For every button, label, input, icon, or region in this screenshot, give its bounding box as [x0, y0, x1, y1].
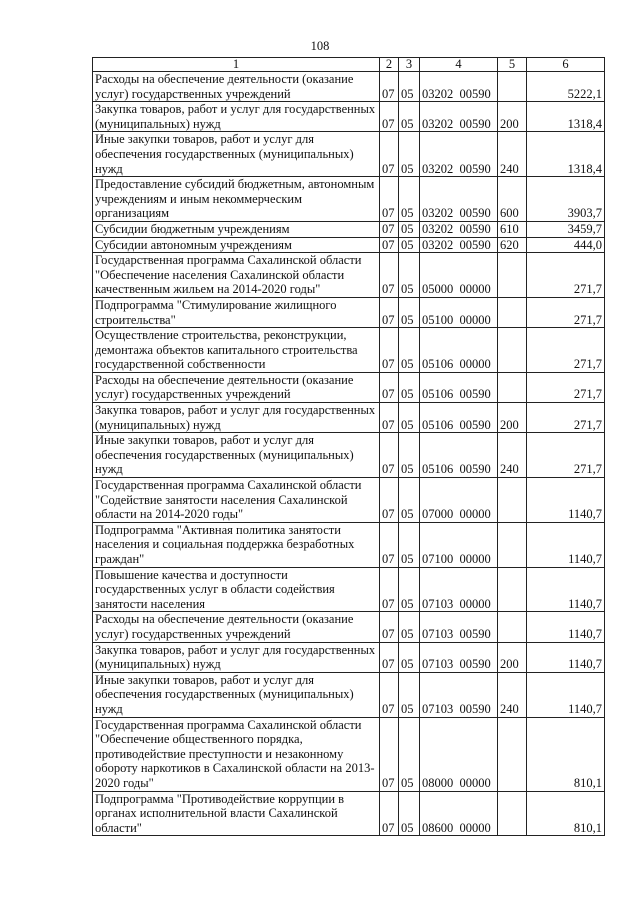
row-amount: 1140,7 [527, 522, 605, 567]
row-subsection: 05 [399, 132, 420, 177]
row-amount: 810,1 [527, 717, 605, 791]
table-row [93, 372, 605, 402]
row-section: 07 [380, 72, 399, 102]
header-col-6: 6 [527, 58, 605, 72]
table-row [93, 132, 605, 177]
row-expense-type [498, 297, 527, 327]
row-amount: 271,7 [527, 372, 605, 402]
row-section: 07 [380, 132, 399, 177]
row-expense-type: 240 [498, 433, 527, 478]
row-name: Подпрограмма "Противодействие коррупции в органах исполнительной власти Сахалинской области" [93, 791, 380, 836]
table-row [93, 717, 605, 791]
row-expense-type: 620 [498, 237, 527, 253]
row-subsection: 05 [399, 567, 420, 612]
row-section: 07 [380, 672, 399, 717]
table-row [93, 297, 605, 327]
row-amount: 271,7 [527, 253, 605, 298]
row-name: Иные закупки товаров, работ и услуг для обеспечения государственных (муниципальных) нужд [93, 433, 380, 478]
row-subsection: 05 [399, 253, 420, 298]
row-name: Государственная программа Сахалинской области "Содействие занятости населения Сахалинской области на 2014-2020 годы" [93, 478, 380, 523]
row-target-article: 05106 00000 [420, 328, 498, 373]
row-target-article: 08000 00000 [420, 717, 498, 791]
row-target-article: 03202 00590 [420, 102, 498, 132]
row-expense-type [498, 522, 527, 567]
row-expense-type: 240 [498, 672, 527, 717]
row-target-article: 03202 00590 [420, 237, 498, 253]
row-target-article: 07103 00590 [420, 672, 498, 717]
row-subsection: 05 [399, 717, 420, 791]
row-amount: 810,1 [527, 791, 605, 836]
row-target-article: 07000 00000 [420, 478, 498, 523]
table-row [93, 567, 605, 612]
row-name: Иные закупки товаров, работ и услуг для обеспечения государственных (муниципальных) нужд [93, 132, 380, 177]
table-header-row [93, 58, 605, 72]
table-row [93, 522, 605, 567]
row-subsection: 05 [399, 612, 420, 642]
row-amount: 1140,7 [527, 642, 605, 672]
row-section: 07 [380, 717, 399, 791]
row-section: 07 [380, 253, 399, 298]
row-name: Субсидии автономным учреждениям [93, 237, 380, 253]
row-name: Субсидии бюджетным учреждениям [93, 221, 380, 237]
row-section: 07 [380, 102, 399, 132]
table-row [93, 642, 605, 672]
row-name: Предоставление субсидий бюджетным, автономным учреждениям и иным некоммерческим организациям [93, 177, 380, 222]
row-amount: 1318,4 [527, 102, 605, 132]
row-expense-type: 200 [498, 403, 527, 433]
row-target-article: 03202 00590 [420, 177, 498, 222]
row-target-article: 05106 00590 [420, 433, 498, 478]
row-target-article: 07100 00000 [420, 522, 498, 567]
row-subsection: 05 [399, 642, 420, 672]
row-subsection: 05 [399, 433, 420, 478]
row-target-article: 05106 00590 [420, 372, 498, 402]
row-name: Закупка товаров, работ и услуг для государственных (муниципальных) нужд [93, 642, 380, 672]
row-subsection: 05 [399, 791, 420, 836]
row-subsection: 05 [399, 221, 420, 237]
row-name: Государственная программа Сахалинской области "Обеспечение общественного порядка, противодействие преступности и незаконному обороту наркотиков в Сахалинской области на 2013-2020 годы" [93, 717, 380, 791]
row-section: 07 [380, 237, 399, 253]
row-target-article: 05000 00000 [420, 253, 498, 298]
row-target-article: 03202 00590 [420, 221, 498, 237]
row-target-article: 03202 00590 [420, 132, 498, 177]
row-amount: 1140,7 [527, 478, 605, 523]
table-row [93, 791, 605, 836]
row-amount: 3903,7 [527, 177, 605, 222]
table-row [93, 328, 605, 373]
header-col-2: 2 [380, 58, 399, 72]
row-amount: 271,7 [527, 328, 605, 373]
row-expense-type [498, 478, 527, 523]
table-row [93, 177, 605, 222]
row-section: 07 [380, 642, 399, 672]
row-amount: 5222,1 [527, 72, 605, 102]
table-row [93, 403, 605, 433]
row-expense-type [498, 717, 527, 791]
row-section: 07 [380, 221, 399, 237]
row-name: Государственная программа Сахалинской области "Обеспечение населения Сахалинской области качественным жильем на 2014-2020 годы" [93, 253, 380, 298]
table-row [93, 478, 605, 523]
row-expense-type: 200 [498, 102, 527, 132]
row-name: Закупка товаров, работ и услуг для государственных (муниципальных) нужд [93, 102, 380, 132]
row-section: 07 [380, 403, 399, 433]
row-amount: 1318,4 [527, 132, 605, 177]
row-amount: 271,7 [527, 297, 605, 327]
row-expense-type: 240 [498, 132, 527, 177]
table-row [93, 72, 605, 102]
table-row [93, 433, 605, 478]
row-name: Повышение качества и доступности государственных услуг в области содействия занятости населения [93, 567, 380, 612]
row-target-article: 08600 00000 [420, 791, 498, 836]
row-name: Расходы на обеспечение деятельности (оказание услуг) государственных учреждений [93, 72, 380, 102]
row-expense-type [498, 612, 527, 642]
row-expense-type [498, 72, 527, 102]
row-section: 07 [380, 433, 399, 478]
row-subsection: 05 [399, 672, 420, 717]
row-subsection: 05 [399, 237, 420, 253]
header-col-1: 1 [93, 58, 380, 72]
row-expense-type: 200 [498, 642, 527, 672]
table-row [93, 253, 605, 298]
row-subsection: 05 [399, 478, 420, 523]
row-name: Подпрограмма "Активная политика занятости населения и социальная поддержка безработных граждан" [93, 522, 380, 567]
row-subsection: 05 [399, 403, 420, 433]
table-row [93, 102, 605, 132]
row-amount: 271,7 [527, 433, 605, 478]
row-subsection: 05 [399, 177, 420, 222]
budget-table [92, 57, 605, 836]
row-name: Расходы на обеспечение деятельности (оказание услуг) государственных учреждений [93, 612, 380, 642]
row-amount: 1140,7 [527, 672, 605, 717]
table-row [93, 237, 605, 253]
row-target-article: 03202 00590 [420, 72, 498, 102]
row-subsection: 05 [399, 102, 420, 132]
row-section: 07 [380, 791, 399, 836]
row-section: 07 [380, 567, 399, 612]
row-expense-type [498, 253, 527, 298]
row-expense-type: 610 [498, 221, 527, 237]
table-row [93, 221, 605, 237]
row-subsection: 05 [399, 72, 420, 102]
row-expense-type [498, 567, 527, 612]
row-target-article: 07103 00590 [420, 642, 498, 672]
row-name: Иные закупки товаров, работ и услуг для обеспечения государственных (муниципальных) нужд [93, 672, 380, 717]
row-subsection: 05 [399, 297, 420, 327]
row-amount: 1140,7 [527, 612, 605, 642]
row-subsection: 05 [399, 328, 420, 373]
row-subsection: 05 [399, 372, 420, 402]
row-name: Осуществление строительства, реконструкции, демонтажа объектов капитального строительства государственной собственности [93, 328, 380, 373]
row-section: 07 [380, 328, 399, 373]
row-section: 07 [380, 297, 399, 327]
row-subsection: 05 [399, 522, 420, 567]
row-name: Закупка товаров, работ и услуг для государственных (муниципальных) нужд [93, 403, 380, 433]
row-section: 07 [380, 522, 399, 567]
page-number: 108 [310, 39, 330, 53]
row-section: 07 [380, 612, 399, 642]
row-expense-type [498, 791, 527, 836]
row-amount: 1140,7 [527, 567, 605, 612]
table-body [93, 72, 605, 836]
row-amount: 444,0 [527, 237, 605, 253]
row-expense-type [498, 372, 527, 402]
row-amount: 3459,7 [527, 221, 605, 237]
row-target-article: 07103 00590 [420, 612, 498, 642]
row-target-article: 07103 00000 [420, 567, 498, 612]
header-col-3: 3 [399, 58, 420, 72]
row-section: 07 [380, 372, 399, 402]
row-expense-type [498, 328, 527, 373]
row-expense-type: 600 [498, 177, 527, 222]
table-row [93, 612, 605, 642]
row-amount: 271,7 [527, 403, 605, 433]
row-name: Подпрограмма "Стимулирование жилищного строительства" [93, 297, 380, 327]
row-name: Расходы на обеспечение деятельности (оказание услуг) государственных учреждений [93, 372, 380, 402]
header-col-4: 4 [420, 58, 498, 72]
table-row [93, 672, 605, 717]
row-target-article: 05106 00590 [420, 403, 498, 433]
header-col-5: 5 [498, 58, 527, 72]
row-section: 07 [380, 177, 399, 222]
row-section: 07 [380, 478, 399, 523]
row-target-article: 05100 00000 [420, 297, 498, 327]
